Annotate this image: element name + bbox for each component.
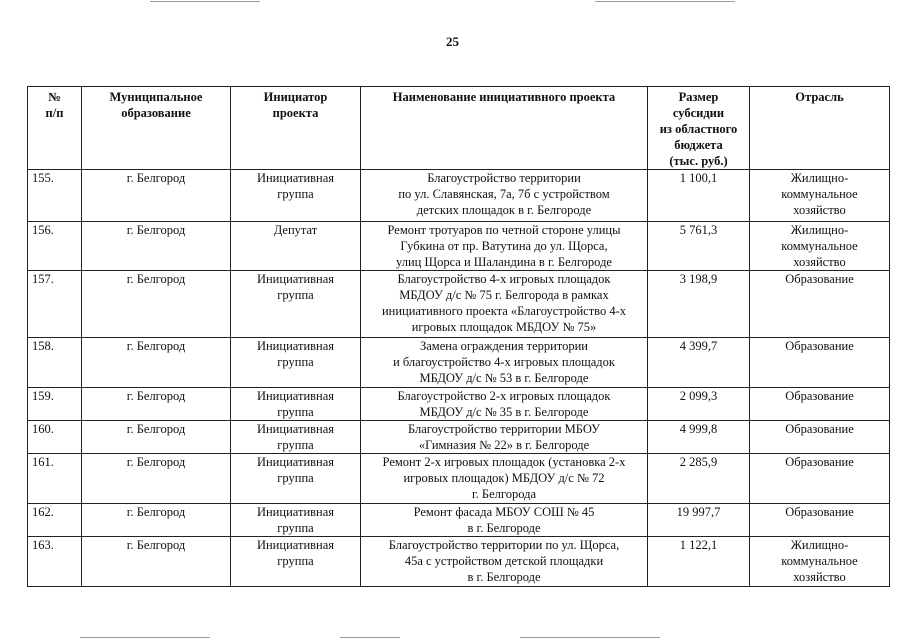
cell-number: 162. — [28, 504, 82, 537]
table-row — [28, 504, 890, 537]
cell-subsidy-amount: 1 100,1 — [648, 170, 750, 222]
cell-number: 155. — [28, 170, 82, 222]
cell-municipality: г. Белгород — [82, 537, 231, 587]
table-row — [28, 537, 890, 587]
cell-subsidy-amount: 2 285,9 — [648, 454, 750, 504]
cell-sector: Жилищно- коммунальное хозяйство — [750, 222, 890, 271]
cell-number: 161. — [28, 454, 82, 504]
page-number: 25 — [446, 34, 459, 49]
cell-project-name: Благоустройство территории по ул. Славянская, 7а, 7б с устройством детских площадок в г. Белгороде — [361, 170, 648, 222]
cell-subsidy-amount: 2 099,3 — [648, 388, 750, 421]
cell-subsidy-amount: 5 761,3 — [648, 222, 750, 271]
table-row — [28, 170, 890, 222]
table-body — [28, 170, 890, 587]
cell-sector: Образование — [750, 454, 890, 504]
cell-municipality: г. Белгород — [82, 388, 231, 421]
cell-initiator: Инициативная группа — [231, 454, 361, 504]
scan-edge-bottom-mid — [340, 637, 400, 638]
cell-sector: Жилищно- коммунальное хозяйство — [750, 537, 890, 587]
cell-subsidy-amount: 4 399,7 — [648, 338, 750, 388]
cell-project-name: Замена ограждения территории и благоустройство 4-х игровых площадок МБДОУ д/с № 53 в г. Белгороде — [361, 338, 648, 388]
scan-edge-bottom-left — [80, 637, 210, 638]
cell-subsidy-amount: 19 997,7 — [648, 504, 750, 537]
cell-number: 156. — [28, 222, 82, 271]
cell-sector: Образование — [750, 388, 890, 421]
header-number: № п/п — [28, 87, 82, 170]
cell-project-name: Благоустройство территории МБОУ «Гимназия № 22» в г. Белгороде — [361, 421, 648, 454]
cell-project-name: Ремонт фасада МБОУ СОШ № 45 в г. Белгороде — [361, 504, 648, 537]
cell-number: 158. — [28, 338, 82, 388]
cell-initiator: Депутат — [231, 222, 361, 271]
header-initiator: Инициатор проекта — [231, 87, 361, 170]
cell-sector: Образование — [750, 421, 890, 454]
cell-subsidy-amount: 4 999,8 — [648, 421, 750, 454]
scan-edge-top-right — [595, 1, 735, 2]
header-municipality: Муниципальное образование — [82, 87, 231, 170]
header-subsidy-amount: Размер субсидии из областного бюджета (тыс. руб.) — [648, 87, 750, 170]
table-row — [28, 338, 890, 388]
cell-number: 157. — [28, 271, 82, 338]
cell-project-name: Ремонт 2-х игровых площадок (установка 2-х игровых площадок) МБДОУ д/с № 72 г. Белгорода — [361, 454, 648, 504]
cell-initiator: Инициативная группа — [231, 271, 361, 338]
header-project-name: Наименование инициативного проекта — [361, 87, 648, 170]
cell-project-name: Благоустройство 4-х игровых площадок МБДОУ д/с № 75 г. Белгорода в рамках инициативного проекта «Благоустройство 4-х игровых площадок МБДОУ № 75» — [361, 271, 648, 338]
cell-initiator: Инициативная группа — [231, 537, 361, 587]
table-row — [28, 271, 890, 338]
cell-project-name: Благоустройство территории по ул. Щорса, 45а с устройством детской площадки в г. Белгороде — [361, 537, 648, 587]
cell-initiator: Инициативная группа — [231, 421, 361, 454]
cell-project-name: Ремонт тротуаров по четной стороне улицы Губкина от пр. Ватутина до ул. Щорса, улиц Щорса и Шаландина в г. Белгороде — [361, 222, 648, 271]
cell-municipality: г. Белгород — [82, 454, 231, 504]
cell-municipality: г. Белгород — [82, 271, 231, 338]
cell-initiator: Инициативная группа — [231, 388, 361, 421]
cell-municipality: г. Белгород — [82, 170, 231, 222]
scan-edge-top-left — [150, 1, 260, 2]
cell-subsidy-amount: 3 198,9 — [648, 271, 750, 338]
cell-sector: Жилищно- коммунальное хозяйство — [750, 170, 890, 222]
projects-table — [27, 86, 890, 587]
cell-municipality: г. Белгород — [82, 222, 231, 271]
cell-number: 159. — [28, 388, 82, 421]
cell-subsidy-amount: 1 122,1 — [648, 537, 750, 587]
cell-municipality: г. Белгород — [82, 338, 231, 388]
table-row — [28, 454, 890, 504]
cell-sector: Образование — [750, 504, 890, 537]
table-row — [28, 388, 890, 421]
cell-project-name: Благоустройство 2-х игровых площадок МБДОУ д/с № 35 в г. Белгороде — [361, 388, 648, 421]
cell-number: 160. — [28, 421, 82, 454]
table-row — [28, 222, 890, 271]
cell-sector: Образование — [750, 271, 890, 338]
cell-number: 163. — [28, 537, 82, 587]
table-row — [28, 421, 890, 454]
cell-municipality: г. Белгород — [82, 504, 231, 537]
cell-initiator: Инициативная группа — [231, 504, 361, 537]
table-header-row — [28, 87, 890, 170]
cell-sector: Образование — [750, 338, 890, 388]
scan-edge-bottom-right — [520, 637, 660, 638]
cell-initiator: Инициативная группа — [231, 170, 361, 222]
cell-municipality: г. Белгород — [82, 421, 231, 454]
header-sector: Отрасль — [750, 87, 890, 170]
cell-initiator: Инициативная группа — [231, 338, 361, 388]
